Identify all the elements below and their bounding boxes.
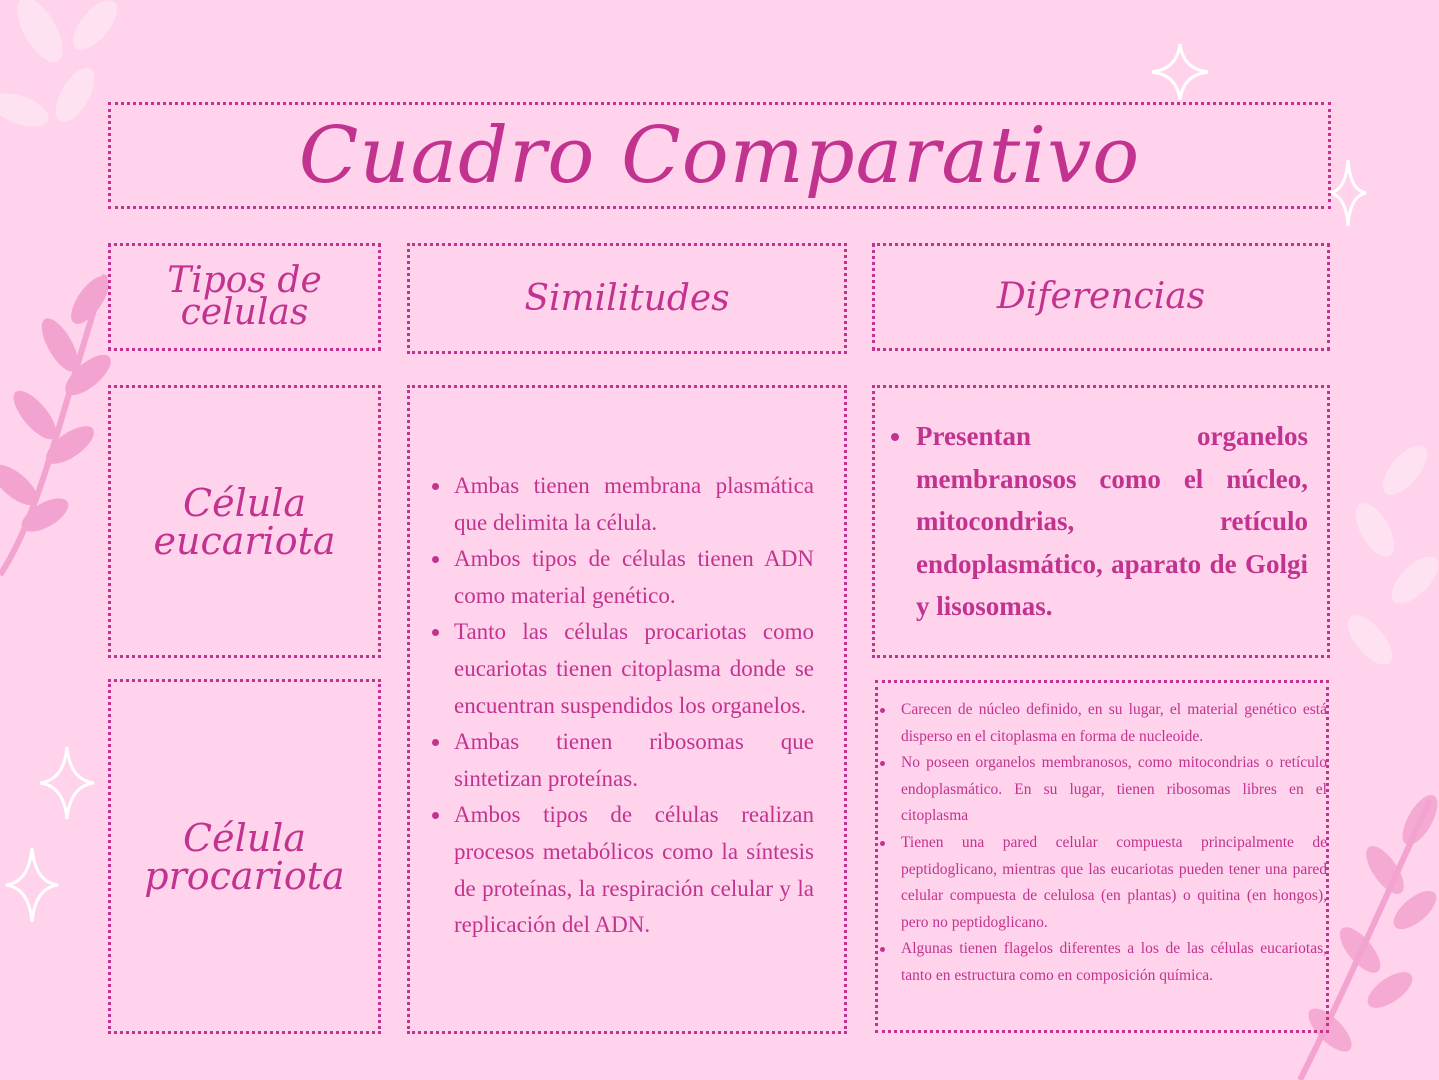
header-tipos-label: celulas — [180, 292, 309, 333]
celula-procariota-label: procariota — [144, 853, 345, 898]
page-title: Cuadro Comparativo — [298, 110, 1141, 201]
celula-eucariota-label: eucariota — [153, 518, 336, 563]
similitudes-content — [407, 385, 847, 1034]
diferencias-eucariota-list — [916, 415, 1308, 628]
list-item: Presentan organelos membranosos como el núcleo, mitocondrias, retículo endoplasmático, aparato de Golgi y lisosomas. — [916, 415, 1308, 628]
sparkle-icon — [4, 846, 60, 924]
header-diferencias-label: Diferencias — [996, 276, 1206, 317]
list-item: Tanto las células procariotas como eucariotas tienen citoplasma donde se encuentran suspendidos los organelos. — [454, 614, 814, 724]
cell-celula-procariota — [108, 679, 381, 1034]
header-similitudes-label: Similitudes — [524, 277, 730, 319]
celula-procariota-label: Célula — [183, 815, 306, 860]
diferencias-procariota-list — [901, 697, 1327, 990]
list-item: Algunas tienen flagelos diferentes a los de las células eucariotas, tanto en estructura como en composición química. — [901, 936, 1327, 989]
diferencias-eucariota-content — [872, 385, 1330, 658]
title-box — [108, 102, 1331, 209]
diferencias-procariota-content — [875, 680, 1329, 1033]
leaf-decoration-right — [1335, 440, 1439, 700]
list-item: Ambos tipos de células realizan procesos metabólicos como la síntesis de proteínas, la respiración celular y la replicación del ADN. — [454, 797, 814, 943]
list-item: Ambas tienen membrana plasmática que delimita la célula. — [454, 468, 814, 541]
header-tipos-label: Tipos de — [167, 260, 322, 301]
leaf-decoration-left — [0, 255, 120, 585]
header-diferencias — [872, 243, 1330, 351]
list-item: Ambas tienen ribosomas que sintetizan proteínas. — [454, 724, 814, 797]
list-item: Carecen de núcleo definido, en su lugar, el material genético está disperso en el citoplasma en forma de nucleoide. — [901, 697, 1327, 750]
celula-eucariota-label: Célula — [183, 480, 306, 525]
header-similitudes — [407, 243, 847, 354]
list-item: Ambos tipos de células tienen ADN como material genético. — [454, 541, 814, 614]
list-item: Tienen una pared celular compuesta principalmente de peptidoglicano, mientras que las eucariotas pueden tener una pared celular compuesta de celulosa (en plantas) o quitina (en hongos), pero no peptidoglicano. — [901, 830, 1327, 936]
sparkle-icon — [1328, 158, 1368, 228]
sparkle-icon — [1150, 42, 1210, 102]
header-tipos-de-celulas — [108, 243, 381, 351]
similitudes-list — [454, 468, 814, 944]
cell-celula-eucariota — [108, 385, 381, 658]
sparkle-icon — [38, 745, 96, 821]
list-item: No poseen organelos membranosos, como mitocondrias o retículo endoplasmático. En su lugar, tienen ribosomas libres en el citoplasma — [901, 750, 1327, 830]
